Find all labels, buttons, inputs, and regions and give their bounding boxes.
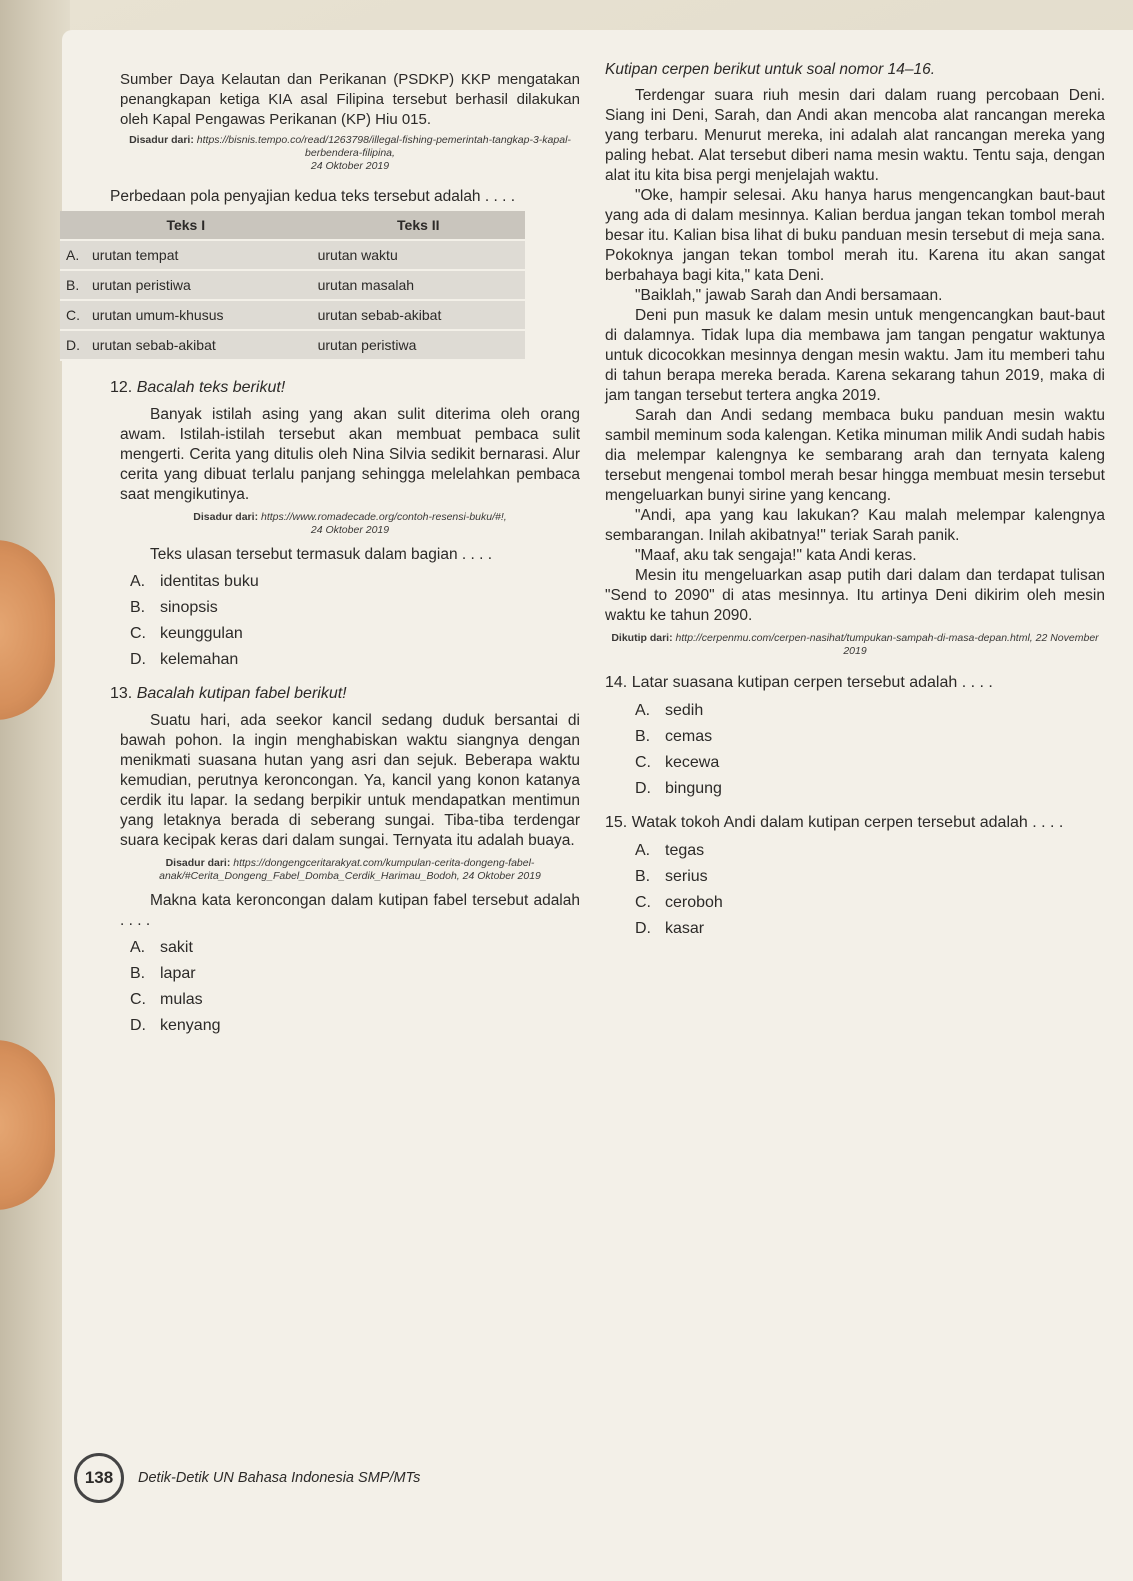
option-letter: D. <box>130 651 146 668</box>
q13-stem: Makna kata keroncongan dalam kutipan fabel tersebut adalah . . . . <box>120 892 580 929</box>
book-title: Detik-Detik UN Bahasa Indonesia SMP/MTs <box>138 1470 421 1486</box>
option-letter: A. <box>130 573 146 590</box>
story-paragraph: Sarah dan Andi sedang membaca buku panduan mesin waktu sambil meminum soda kalengan. Ketika minuman milik Andi sudah habis dia melempar kalengnya ke sembarang arah dan ternyata kaleng tersebut mengenai tombol merah besar hingga membuat mesin tersebut mengeluarkan bunyi sirine yang kencang. <box>605 407 1105 504</box>
q12-source: Disadur dari: https://www.romadecade.org/contoh-resensi-buku/#!, 24 Oktober 2019 <box>193 511 507 536</box>
option-text: identitas buku <box>160 573 259 590</box>
option-letter: A. <box>130 939 146 956</box>
option-text: ceroboh <box>665 894 723 911</box>
left-column <box>66 70 580 1039</box>
story-heading: Kutipan cerpen berikut untuk soal nomor 14–16. <box>605 61 936 78</box>
row-letter: C. <box>60 300 86 330</box>
q14-stem: Latar suasana kutipan cerpen tersebut adalah . . . . <box>631 674 993 691</box>
q13-text: Suatu hari, ada seekor kancil sedang duduk bersantai di bawah pohon. Ia ingin menghabiskan waktu siangnya dengan menikmati suasana hutan yang asri dan sejuk. Beberapa waktu kemudian, perutnya keroncongan. Ya, kancil yang konon katanya cerdik itu lapar. Ia sedang berpikir untuk mendapatkan mentimun yang letaknya berada di seberang sungai. Tiba-tiba terdengar suara kecipak keras dari dalam sungai. Ternyata itu adalah buaya. <box>120 712 580 849</box>
comparison-table <box>60 211 525 361</box>
question-12: 12. Bacalah teks berikut! <box>110 379 286 396</box>
answer-option[interactable] <box>120 595 580 621</box>
q14-options <box>625 698 1105 802</box>
option-text: bingung <box>665 780 722 797</box>
story-paragraph: "Andi, apa yang kau lakukan? Kau malah melempar kalengnya sembarangan. Inilah akibatnya!" teriak Sarah panik. <box>605 507 1105 544</box>
option-text: kelemahan <box>160 651 239 668</box>
option-letter: B. <box>635 868 651 885</box>
option-letter: B. <box>635 728 651 745</box>
option-letter: D. <box>130 1017 146 1034</box>
option-text: kenyang <box>160 1017 221 1034</box>
option-text: lapar <box>160 965 196 982</box>
option-letter: D. <box>635 920 651 937</box>
right-column <box>605 60 1105 942</box>
cell-teks-2: urutan masalah <box>312 270 525 300</box>
q12-intro: Bacalah teks berikut! <box>136 379 286 396</box>
row-letter: B. <box>60 270 86 300</box>
q15-stem: Watak tokoh Andi dalam kutipan cerpen tersebut adalah . . . . <box>631 814 1064 831</box>
option-letter: D. <box>635 780 651 797</box>
answer-option[interactable] <box>625 724 1105 750</box>
row-letter: A. <box>60 240 86 270</box>
option-letter: C. <box>635 754 651 771</box>
q11-stem: Perbedaan pola penyajian kedua teks tersebut adalah . . . . <box>110 188 516 205</box>
option-text: mulas <box>160 991 203 1008</box>
question-15: 15. Watak tokoh Andi dalam kutipan cerpen tersebut adalah . . . . <box>605 814 1064 831</box>
answer-option[interactable] <box>625 776 1105 802</box>
story-paragraph: Deni pun masuk ke dalam mesin untuk mengencangkan baut-baut di dalamnya. Tidak lupa dia membawa jam tangan pengatur waktunya untuk dicocokkan mesinnya dengan mesin waktu. Jam itu memberi tahu di tahun berapa mereka berada. Karena sekarang tahun 2019, maka di jam tangan tersebut tertera angka 2019. <box>605 307 1105 404</box>
story-source: Dikutip dari: http://cerpenmu.com/cerpen-nasihat/tumpukan-sampah-di-masa-depan.html, 22 November 2019 <box>611 632 1099 657</box>
answer-option[interactable] <box>625 838 1105 864</box>
option-letter: B. <box>130 965 146 982</box>
option-text: cemas <box>665 728 713 745</box>
option-text: kecewa <box>665 754 720 771</box>
q13-options <box>120 935 580 1039</box>
question-13: 13. Bacalah kutipan fabel berikut! <box>110 685 347 702</box>
option-text: sedih <box>665 702 704 719</box>
answer-option[interactable] <box>120 1013 580 1039</box>
cell-teks-1: urutan sebab-akibat <box>86 330 312 360</box>
story-paragraph: Terdengar suara riuh mesin dari dalam ruang percobaan Deni. Siang ini Deni, Sarah, dan Andi akan mencoba alat rancangan mereka yang terbaru. Menurut mereka, ini adalah alat rancangan mereka yang paling hebat. Alat tersebut diberi nama mesin waktu. Tentu saja, dengan alat itu kita bisa pergi menjelajah waktu. <box>605 87 1105 184</box>
option-letter: C. <box>130 625 146 642</box>
intro-source: Disadur dari: https://bisnis.tempo.co/read/1263798/illegal-fishing-pemerintah-tangkap-3-kapal-berbendera-filipina, 24 Oktober 2019 <box>129 134 571 172</box>
cell-teks-2: urutan sebab-akibat <box>312 300 525 330</box>
q12-text: Banyak istilah asing yang akan sulit diterima oleh orang awam. Istilah-istilah tersebut akan membuat pembaca sulit mengerti. Cerita yang ditulis oleh Nina Silvia sedikit bernarasi. Alur cerita yang dibuat terlalu panjang sehingga melelahkan pembaca saat mengikutinya. <box>120 406 580 503</box>
option-text: sakit <box>160 939 193 956</box>
cell-teks-1: urutan peristiwa <box>86 270 312 300</box>
cell-teks-1: urutan umum-khusus <box>86 300 312 330</box>
answer-option[interactable] <box>625 750 1105 776</box>
row-letter: D. <box>60 330 86 360</box>
answer-option[interactable] <box>120 621 580 647</box>
answer-option[interactable] <box>120 935 580 961</box>
option-text: serius <box>665 868 708 885</box>
cell-teks-2: urutan peristiwa <box>312 330 525 360</box>
story-paragraph: "Oke, hampir selesai. Aku hanya harus mengencangkan baut-baut yang ada di dalam mesinnya. Kalian berdua jangan tekan tombol merah besar itu. Kalian bisa lihat di buku panduan mesin tersebut di meja sana. Pokoknya jangan tekan tombol merah itu. Karena itu akan sangat berbahaya bagi kita," kata Deni. <box>605 187 1105 284</box>
page-footer <box>74 1453 420 1503</box>
answer-option[interactable] <box>625 698 1105 724</box>
table-row <box>60 300 525 330</box>
q13-source: Disadur dari: https://dongengceritarakyat.com/kumpulan-cerita-dongeng-fabel-anak/#Cerita_Dongeng_Fabel_Domba_Cerdik_Harimau_Bodoh, 24 Oktober 2019 <box>159 857 541 882</box>
option-text: sinopsis <box>160 599 218 616</box>
option-letter: A. <box>635 702 651 719</box>
q15-options <box>625 838 1105 942</box>
table-header-teks-1: Teks I <box>60 211 312 240</box>
story-paragraph: Mesin itu mengeluarkan asap putih dari dalam dan terdapat tulisan "Send to 2090" di atas mesinnya. Itu artinya Deni dikirim oleh mesin waktu ke tahun 2090. <box>605 567 1105 624</box>
answer-option[interactable] <box>120 569 580 595</box>
option-letter: C. <box>635 894 651 911</box>
option-text: keunggulan <box>160 625 243 642</box>
q13-intro: Bacalah kutipan fabel berikut! <box>136 685 347 702</box>
table-row <box>60 330 525 360</box>
option-text: tegas <box>665 842 705 859</box>
answer-option[interactable] <box>120 961 580 987</box>
answer-option[interactable] <box>120 987 580 1013</box>
option-letter: C. <box>130 991 146 1008</box>
page-number: 138 <box>74 1453 124 1503</box>
question-14: 14. Latar suasana kutipan cerpen tersebut adalah . . . . <box>605 674 993 691</box>
answer-option[interactable] <box>625 890 1105 916</box>
intro-text: Sumber Daya Kelautan dan Perikanan (PSDKP) KKP mengatakan penangkapan ketiga KIA asal Filipina tersebut berhasil dilakukan oleh Kapal Pengawas Perikanan (KP) Hiu 015. <box>120 71 580 128</box>
answer-option[interactable] <box>625 916 1105 942</box>
table-row <box>60 270 525 300</box>
story-paragraph: "Maaf, aku tak sengaja!" kata Andi keras. <box>635 547 917 564</box>
q12-stem: Teks ulasan tersebut termasuk dalam bagian . . . . <box>150 546 493 563</box>
story-paragraph: "Baiklah," jawab Sarah dan Andi bersamaan. <box>635 287 943 304</box>
option-letter: A. <box>635 842 651 859</box>
option-letter: B. <box>130 599 146 616</box>
cell-teks-2: urutan waktu <box>312 240 525 270</box>
answer-option[interactable] <box>120 647 580 673</box>
option-text: kasar <box>665 920 705 937</box>
table-header-teks-2: Teks II <box>312 211 525 240</box>
answer-option[interactable] <box>625 864 1105 890</box>
q12-options <box>120 569 580 673</box>
table-row <box>60 240 525 270</box>
cell-teks-1: urutan tempat <box>86 240 312 270</box>
story-text <box>605 86 1105 626</box>
